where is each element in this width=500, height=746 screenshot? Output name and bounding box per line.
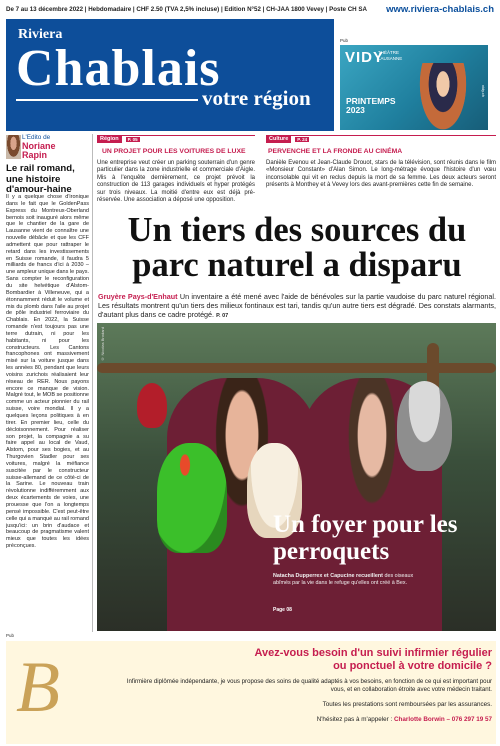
photo-green-parrot [157,443,227,553]
nurse-ad-phone[interactable]: Charlotte Borwin – 076 297 19 57 [394,716,492,723]
teaser-right-page: P. 24 [297,137,308,142]
column-divider [92,134,93,632]
nurse-ad-insurance: Toutes les prestations sont remboursées par les assurances. [322,701,492,708]
lead-place: Gruyère Pays-d'Enhaut [98,292,178,301]
vidy-logo: VIDY [345,49,385,66]
nurse-advert[interactable] [6,641,496,744]
teaser-left-body: Une entreprise veut créer un parking souterrain d'un genre particulier dans la zone industrielle et commerciale d'Aigle. Mis à l'enquête dernièrement, ce projet prévoit la construction de 113 garages individuels et hyper protégés sur trois niveaux. La moitié d'entre eux est déjà pré-réservée. Une association a déposé une opposition. [97,160,255,204]
teaser-left-tagbar [97,136,140,143]
caption-names: Natacha Dupperrex et Capucine recueillent [273,573,383,579]
masthead-chablais: Chablais [16,40,221,97]
nurse-ad-contact [116,716,492,723]
vidy-subtitle: THÉÂTRE LAUSANNE [378,50,403,61]
teaser-right-tag: Culture [266,136,291,143]
advert-figure-image [418,63,468,130]
season-line2: 2023 [346,105,365,115]
author-avatar [6,135,21,159]
photo-macaw [137,383,167,428]
photo-caption [273,573,423,587]
edito-body: Il y a quelque chose d'ironique dans le fait que le GoldenPass Express du Montreux-Oberland bernois soit inauguré alors même que le chantier de la gare de Lausanne vient de connaître une nouvelle débâcle et que les CFF admettent que pour rattraper le retard dans les investissements en Suisse romande, il faudra 5 milliards de francs d'ici à 2030 – une ampleur unique dans le pays. Sans compter le reconfiguration du site helvétique d'Alstom-Bombardier à Villeneuve, qui a étonnamment réduit le volume et mis du plomb dans l'aile au projet de pôle industriel ferroviaire du Chablais. En 2022, la Suisse romande n'est toujours pas une terre dutrain, ni pour les habitants, ni pour les constructeurs. Les Cantons francophones ont massivement misé sur la voiture jusque dans les années 80, pendant que leurs voisins zurichois réalisaient leur réseau de RER. Nous payons encore ce manque de vision. Malgré tout, le MOB se positionne comme un acteur pionnier du rail suisse, voire mondial. Il y a quelques leçons politiques à en tirer. En premier lieu, celle du décloisonnement. Pour réaliser son projet, la compagnie a su faire appel au local de Vaud, Alstom, pour ses bogies, et au Thurgovien Stadler pour ses voitures, malgré la méfiance suscitée par le constructeur suisse-allemand de ce côté-ci de la Sarine. Le nouveau train révolutionne indifféremment aux deux écartements de voies, une prouesse que l'on a longtemps pensé impossible. C'est peut-être celle qui a manqué au rail romand jusqu'ici: un brin d'audace et beaucoup de pragmatisme valent mieux que toutes les idées préconçues. [6,194,89,550]
vidy-url: vidy.ch [481,85,486,98]
caption-rest: des oiseaux abîmés par la vie dans le refuge qu'elles ont créé à Bex. [273,573,414,586]
nurse-ad-headline-1: Avez-vous besoin d'un suivi infirmier régulier [254,647,492,659]
photo-grey-parrot [397,381,452,471]
edito-title[interactable]: Le rail romand, une histoire d'amour-haine [6,163,75,195]
lead-text: Un inventaire a été mené avec l'aide de bénévoles sur la partie vaudoise du parc naturel régional. Les résultats montrent qu'un tiers des milieux fontinaux est tari, tandis qu'un autre tiers est dégradé. Des constats alarmants, d'autant plus dans ce cadre protégé. [98,292,497,319]
issue-meta: De 7 au 13 décembre 2022 | Hebdomadaire | CHF 2.50 (TVA 2,5% incluse) | Edition N°52 | CH-JAA 1800 Vevey | Poste CH SA [6,5,367,13]
photo-page-ref: Page 08 [273,607,292,613]
main-headline[interactable]: Un tiers des sources du parc naturel a disparu [127,211,467,284]
teaser-left-title[interactable]: UN PROJET POUR LES VOITURES DE LUXE [102,148,246,155]
teaser-left-page: P. 05 [127,137,138,142]
nurse-ad-headline-2: ou ponctuel à votre domicile ? [333,660,492,672]
cover-photo[interactable] [97,323,496,631]
lead-page-ref: P. 07 [216,312,229,319]
vidy-advert[interactable] [340,45,488,130]
edito-author-last: Rapin [22,150,48,160]
photo-credit: © Nicolas Brodard [100,327,105,362]
teaser-right-title[interactable]: PERVENCHE ET LA FRONDE AU CINÉMA [268,148,403,155]
nurse-ad-text: Infirmière diplômée indépendante, je vous propose des soins de qualité adaptés à vos besoins, en fonction de ce qui est important pour vous, et en collaboration étroite avec votre médecin traitant. [126,678,492,693]
ad-label: Pub [6,633,15,638]
masthead-riviera: Riviera [18,27,63,42]
nurse-ad-contact-prefix: N'hésitez pas à m'appeler : [316,716,394,723]
season-line1: PRINTEMPS [346,96,396,106]
ad-label: Pub [340,38,349,43]
vidy-season [346,97,396,115]
teaser-left-tag: Région [97,136,122,143]
top-info-strip [6,2,494,16]
photo-title[interactable]: Un foyer pour les perroquets [273,511,458,565]
website-link[interactable]: www.riviera-chablais.ch [386,3,494,15]
edito-by: L'Edito de [22,134,51,141]
masthead [6,19,334,131]
headline-lead [98,293,496,320]
masthead-tagline: votre région [202,86,311,110]
nurse-ad-headline [116,647,492,673]
nurse-logo: B [16,647,60,727]
masthead-divider [16,99,198,101]
edito-author-first: Noriane [22,140,56,151]
edito-header [22,134,92,161]
teaser-right-tagbar [266,136,309,143]
teaser-right-body: Danièle Evenou et Jean-Claude Drouot, stars de la télévision, sont réunis dans le film «Monsieur Constant» d'Alan Simon. Le long-métrage évoque l'histoire d'un vœu inconsolable qui vit en reclus depuis la mort de sa femme. Les deux acteurs seront présents à Monthey et à Vevey lors des avant-premières cette fin de semaine. [266,160,496,189]
